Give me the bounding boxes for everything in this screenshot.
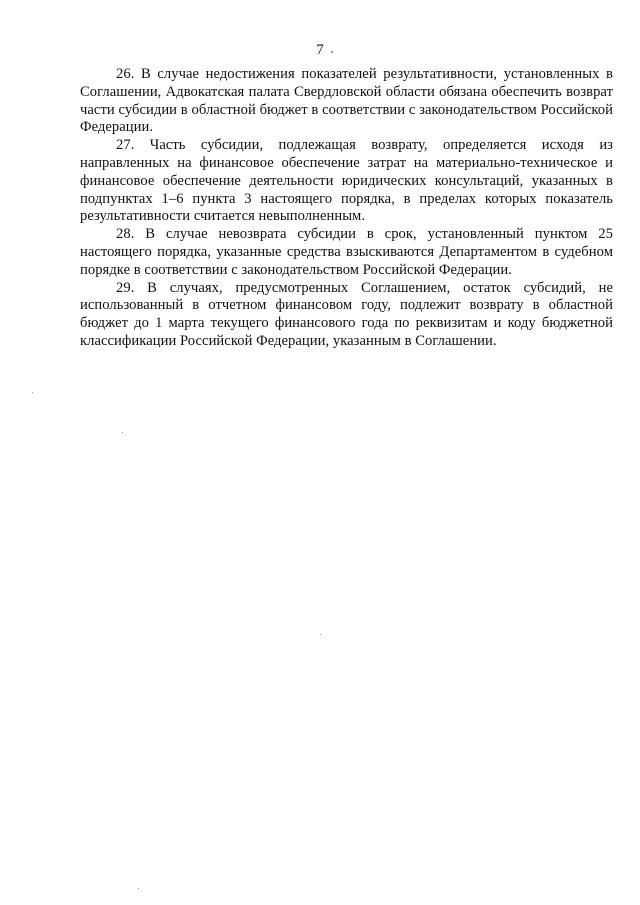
scan-speck — [32, 392, 33, 393]
page-number: 7 — [316, 42, 324, 58]
scan-speck — [138, 888, 139, 889]
paragraph-27: 27. Часть субсидии, подлежащая возврату, определяется исходя из направленных на финансовое обеспечение затрат на материально-техническое и финансовое обеспечение деятельности юридических консультаций, указанных в подпунктах 1–6 пункта 3 настоящего порядка, в пределах которых показатель результативности считается невыполненным. — [80, 137, 613, 225]
paragraph-26: 26. В случае недостижения показателей результативности, установленных в Соглашении, Адвокатская палата Свердловской области обязана обеспечить возврат части субсидии в областной бюджет в соответствии с законодательством Российской Федерации. — [80, 66, 613, 136]
paragraph-28: 28. В случае невозврата субсидии в срок, установленный пунктом 25 настоящего порядка, указанные средства взыскиваются Департаментом в судебном порядке в соответствии с законодательством Российской Федерации. — [80, 226, 613, 278]
scan-speck — [122, 432, 123, 433]
document-body — [80, 66, 613, 351]
scan-speck — [320, 634, 321, 635]
paragraph-29: 29. В случаях, предусмотренных Соглашением, остаток субсидий, не использованный в отчетном финансовом году, подлежит возврату в областной бюджет до 1 марта текущего финансового года по реквизитам и коду бюджетной классификации Российской Федерации, указанным в Соглашении. — [80, 279, 613, 349]
